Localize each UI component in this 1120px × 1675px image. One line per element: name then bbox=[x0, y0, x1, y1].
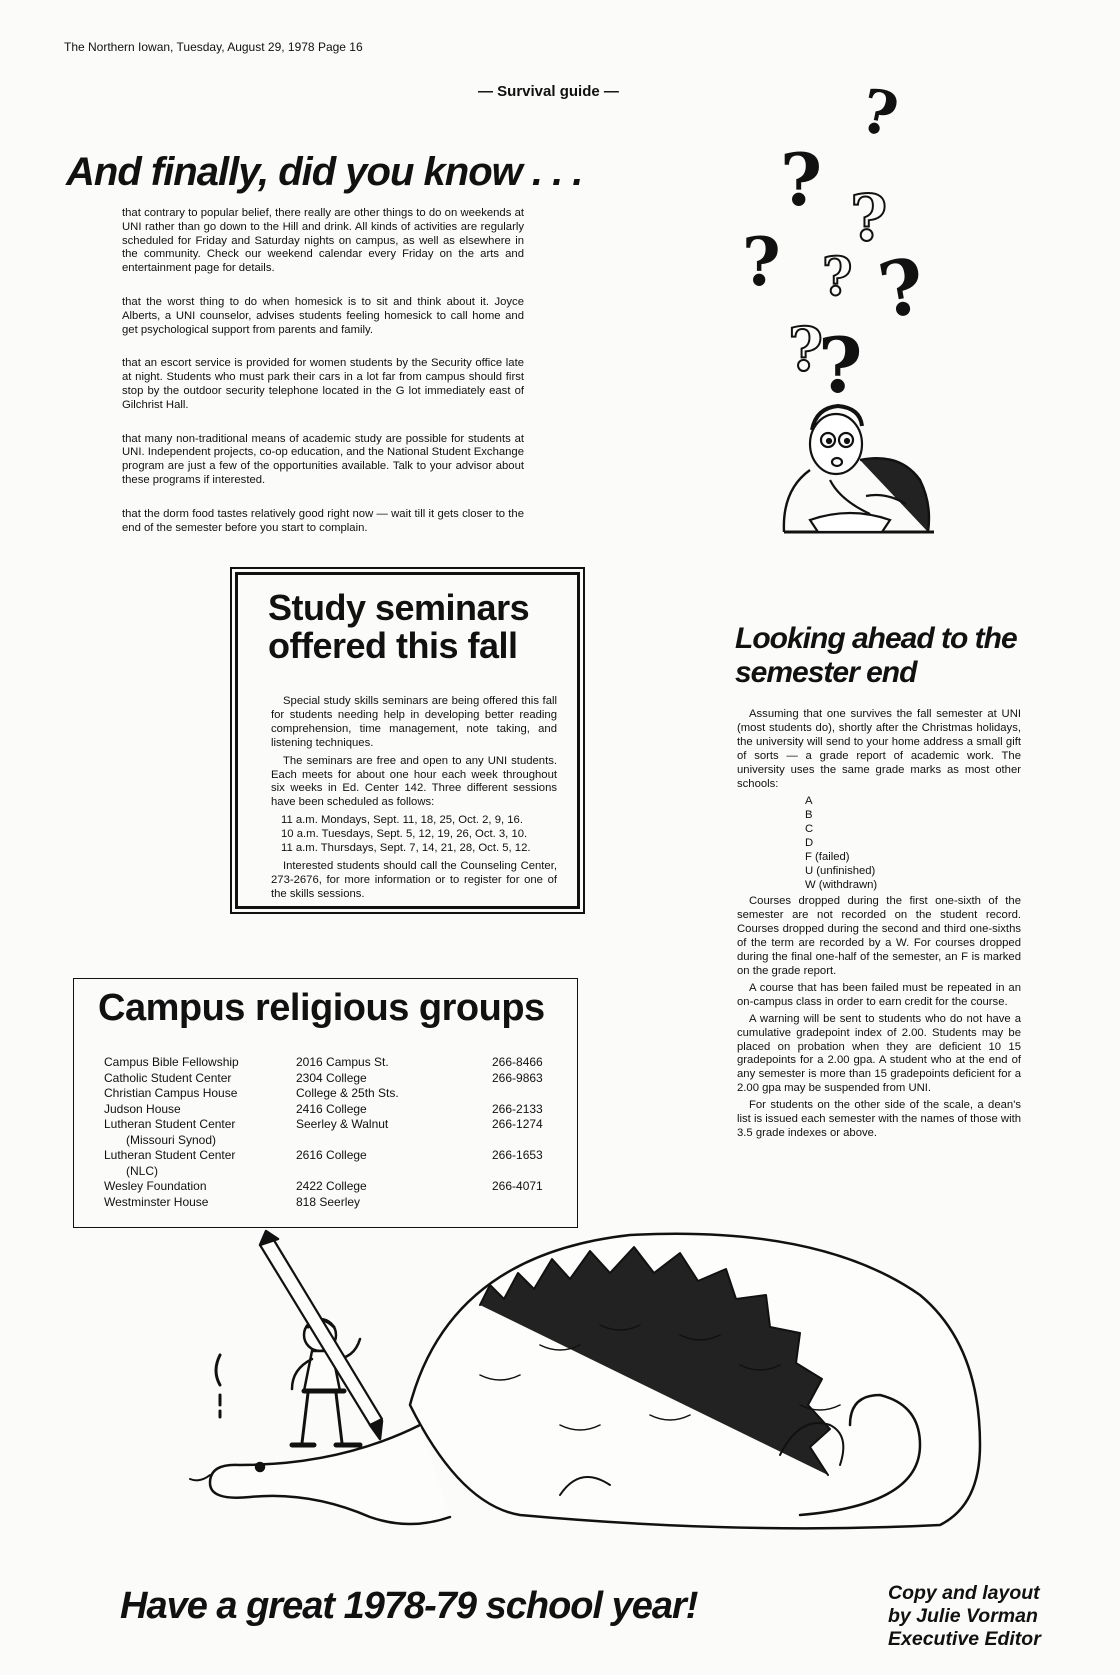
did-you-know-item: that many non-traditional means of academic study are possible for students at UNI. Independent projects, co-op education, and the National Student Exchange program are just a few of the opportunities available. Talk to your advisor about these programs if interested. bbox=[122, 432, 524, 486]
group-phone: 266-9863 bbox=[492, 1070, 543, 1085]
looking-ahead-paragraph: A course that has been failed must be repeated in an on-campus class in order to earn credit for the course. bbox=[737, 981, 1021, 1008]
dinosaur-cartoon-illustration bbox=[180, 1225, 1050, 1530]
study-seminars-box bbox=[235, 572, 580, 909]
looking-ahead-paragraph: Assuming that one survives the fall semester at UNI (most students do), shortly after the Christmas holidays, the university will send to your home address a small gift of sorts — a grade report of academic work. The university uses the same grade marks as most other schools: bbox=[737, 708, 1021, 790]
grade-mark: F (failed) bbox=[805, 851, 850, 864]
group-name: Catholic Student Center bbox=[104, 1070, 232, 1085]
group-address: 2304 College bbox=[296, 1070, 367, 1085]
grade-mark: A bbox=[805, 795, 813, 808]
looking-ahead-paragraph: A warning will be sent to students who do not have a cumulative gradepoint index of 2.00. Students may be placed on probation when they are deficient 10 15 gradepoints for a 2.00 gpa. A student who at the end of any semester is more than 15 gradepoints deficient for a 2.00 gpa may be suspended from UNI. bbox=[737, 1012, 1021, 1095]
svg-text:?: ? bbox=[854, 75, 904, 152]
group-address: 2016 Campus St. bbox=[296, 1055, 389, 1069]
svg-text:?: ? bbox=[818, 321, 863, 410]
study-seminars-details: The seminars are free and open to any UNI students. Each meets for about one hour each week throughout six weeks in Ed. Center 142. Three different sessions have been scheduled as follows: bbox=[271, 754, 557, 809]
grade-marks-list bbox=[737, 794, 1021, 892]
did-you-know-item: that the dorm food tastes relatively good right now — wait till it gets closer to the end of the semester before you start to complain. bbox=[122, 507, 524, 534]
credit-line: by Julie Vorman bbox=[888, 1605, 1038, 1627]
seminar-session: 10 a.m. Tuesdays, Sept. 5, 12, 19, 26, Oct. 3, 10. bbox=[281, 828, 528, 841]
credit-line: Copy and layout bbox=[888, 1582, 1040, 1604]
did-you-know-item: that contrary to popular belief, there really are other things to do on weekends at UNI rather than go down to the Hill and drink. All kinds of activities are regularly scheduled for Friday and Saturday nights on campus, as well as elsewhere in the community. Check our weekend calendar every Friday on the arts and entertainment page for details. bbox=[122, 207, 524, 275]
group-name: (Missouri Synod) bbox=[126, 1132, 217, 1147]
group-address: 818 Seerley bbox=[296, 1194, 361, 1209]
did-you-know-item: that an escort service is provided for women students by the Security office late at night. Students who must park their cars in a lot far from campus should first stop by the outdoor security telephone located in the G lot immediately east of Gilchrist Hall. bbox=[122, 357, 524, 411]
grade-mark: C bbox=[805, 823, 814, 836]
grade-mark: B bbox=[805, 809, 813, 822]
credit-line: Executive Editor bbox=[888, 1628, 1041, 1650]
group-name: Christian Campus House bbox=[104, 1086, 238, 1100]
thinking-student-illustration bbox=[770, 400, 950, 550]
svg-text:?: ? bbox=[742, 223, 781, 301]
did-you-know-headline: And finally, did you know . . . bbox=[66, 150, 583, 194]
question-marks-illustration bbox=[742, 70, 970, 410]
group-name: Lutheran Student Center bbox=[104, 1117, 236, 1131]
page-folio: The Northern Iowan, Tuesday, August 29, 1978 Page 16 bbox=[64, 40, 363, 54]
group-phone: 266-1653 bbox=[492, 1148, 543, 1162]
seminar-session: 11 a.m. Thursdays, Sept. 7, 14, 21, 28, Oct. 5, 12. bbox=[281, 842, 531, 855]
svg-text:?: ? bbox=[872, 240, 932, 336]
group-name: Wesley Foundation bbox=[104, 1179, 207, 1193]
svg-text:?: ? bbox=[780, 137, 823, 222]
group-address: 2616 College bbox=[296, 1148, 367, 1162]
group-name: Campus Bible Fellowship bbox=[104, 1055, 239, 1069]
school-year-slogan: Have a great 1978-79 school year! bbox=[120, 1585, 698, 1627]
looking-ahead-paragraph: Courses dropped during the first one-sixth of the semester are not recorded on the student record. Courses dropped during the second and third one-sixths of the term are recorded by a W. For courses dropped during the final one-half of the semester, an F is marked on the grade report. bbox=[737, 895, 1021, 977]
looking-ahead-article bbox=[737, 708, 1021, 1144]
group-name: (NLC) bbox=[126, 1163, 158, 1178]
grade-mark: U (unfinished) bbox=[805, 865, 876, 878]
study-seminars-intro: Special study skills seminars are being offered this fall for students needing help in developing better reading comprehension, time management, note taking, and listening techniques. bbox=[271, 695, 557, 749]
looking-ahead-title: Looking ahead to the semester end bbox=[735, 622, 1017, 689]
seminar-session: 11 a.m. Mondays, Sept. 11, 18, 25, Oct. 2, 9, 16. bbox=[281, 814, 523, 827]
religious-groups-box bbox=[73, 978, 578, 1228]
svg-text:?: ? bbox=[822, 247, 853, 308]
grade-mark: D bbox=[805, 837, 814, 850]
layout-credit bbox=[888, 1582, 1041, 1651]
group-phone: 266-2133 bbox=[492, 1101, 543, 1116]
study-seminars-body bbox=[271, 695, 557, 906]
group-phone: 266-1274 bbox=[492, 1117, 543, 1131]
svg-text:?: ? bbox=[788, 315, 824, 385]
study-seminars-closing: Interested students should call the Counseling Center, 273-2676, for more information or to register for one of the skills sessions. bbox=[271, 859, 557, 900]
svg-text:?: ? bbox=[850, 181, 888, 256]
did-you-know-article bbox=[122, 207, 524, 555]
group-address: 2422 College bbox=[296, 1179, 367, 1193]
grade-mark: W (withdrawn) bbox=[805, 879, 878, 892]
religious-groups-title: Campus religious groups bbox=[98, 987, 545, 1029]
group-address: Seerley & Walnut bbox=[296, 1117, 389, 1131]
group-name: Judson House bbox=[104, 1101, 181, 1116]
section-kicker: — Survival guide — bbox=[478, 83, 619, 100]
group-address: College & 25th Sts. bbox=[296, 1086, 399, 1100]
group-name: Lutheran Student Center bbox=[104, 1148, 236, 1162]
group-phone: 266-8466 bbox=[492, 1055, 543, 1069]
group-phone: 266-4071 bbox=[492, 1179, 543, 1193]
group-address: 2416 College bbox=[296, 1101, 367, 1116]
did-you-know-item: that the worst thing to do when homesick is to sit and think about it. Joyce Alberts, a UNI counselor, advises students feeling homesick to call home and get psychological support from parents and family. bbox=[122, 295, 524, 336]
looking-ahead-paragraph: For students on the other side of the scale, a dean's list is issued each semester with the names of those with 3.5 grade indexes or above. bbox=[737, 1099, 1021, 1139]
study-seminars-title: Study seminars offered this fall bbox=[268, 587, 530, 666]
group-name: Westminster House bbox=[104, 1194, 209, 1209]
